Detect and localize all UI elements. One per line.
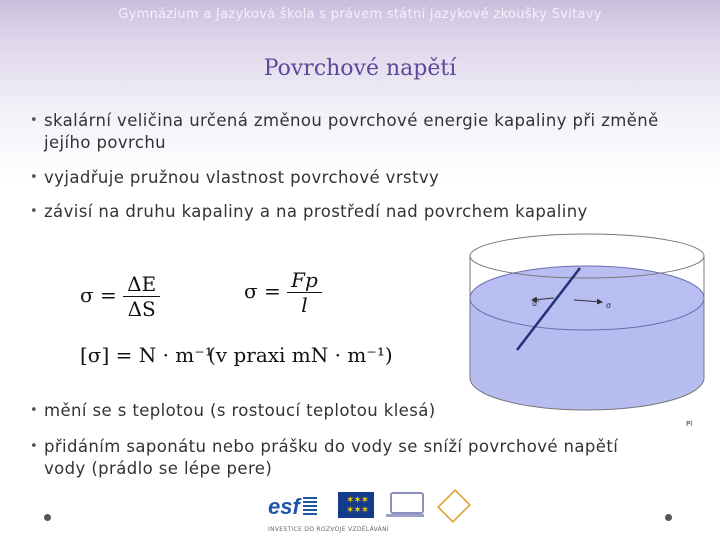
bullet-item	[30, 201, 690, 223]
surface-tension-figure	[462, 228, 712, 418]
bullet-item	[30, 167, 660, 189]
formula-denominator: ΔS	[127, 297, 156, 321]
liquid-surface	[470, 266, 704, 330]
slide-title: Povrchové napětí	[263, 56, 457, 81]
formula-unit: [σ] = N · m⁻¹	[80, 343, 213, 367]
bullet-text: vyjadřuje pružnou vlastnost povrchové vrstvy	[44, 168, 440, 187]
region-logo	[437, 489, 471, 523]
logo-caption: INVESTICE DO ROZVOJE VZDĚLÁVÁNÍ	[268, 526, 389, 533]
formula-lhs: σ =	[244, 279, 281, 303]
formula-numerator: Fp	[287, 268, 322, 293]
bullet-text: závisí na druhu kapaliny a na prostředí nad povrchem kapaliny	[44, 202, 588, 221]
bullet-item	[30, 110, 660, 154]
formula-practice-unit: (v praxi mN · m⁻¹)	[208, 343, 393, 367]
formula-denominator: l	[301, 293, 308, 317]
bullet-text: mění se s teplotou (s rostoucí teplotou klesá)	[44, 401, 436, 420]
bullet-icon: •	[30, 403, 39, 418]
formula-force	[244, 268, 322, 317]
bullet-item	[30, 400, 670, 422]
bullet-text: skalární veličina určená změnou povrchové energie kapaliny při změně jejího povrchu	[44, 111, 659, 152]
figure-caption: Pl	[686, 420, 693, 428]
footer-logos	[268, 488, 468, 536]
label-sigma-prime: σ'	[532, 299, 540, 308]
formula-lhs: σ =	[80, 283, 117, 307]
msmt-logo	[386, 490, 424, 520]
bullet-icon: •	[30, 170, 39, 185]
label-sigma: σ	[606, 301, 612, 310]
school-header: Gymnázium a Jazyková škola s právem státní jazykové zkoušky Svitavy	[118, 7, 602, 22]
eu-flag-logo: ✶✶✶ ✶✶✶	[338, 492, 374, 518]
bullet-icon: •	[30, 439, 39, 454]
esf-logo: esf	[268, 492, 332, 522]
bullet-item	[30, 436, 640, 480]
bullet-icon: •	[30, 113, 39, 128]
formula-energy	[80, 272, 160, 321]
bullet-text: přidáním saponátu nebo prášku do vody se sníží povrchové napětí vody (prádlo se lépe pere)	[44, 437, 619, 478]
formula-numerator: ΔE	[123, 272, 160, 297]
bullet-icon: •	[30, 204, 39, 219]
nav-next-dot[interactable]	[665, 514, 672, 521]
nav-prev-dot[interactable]	[44, 514, 51, 521]
